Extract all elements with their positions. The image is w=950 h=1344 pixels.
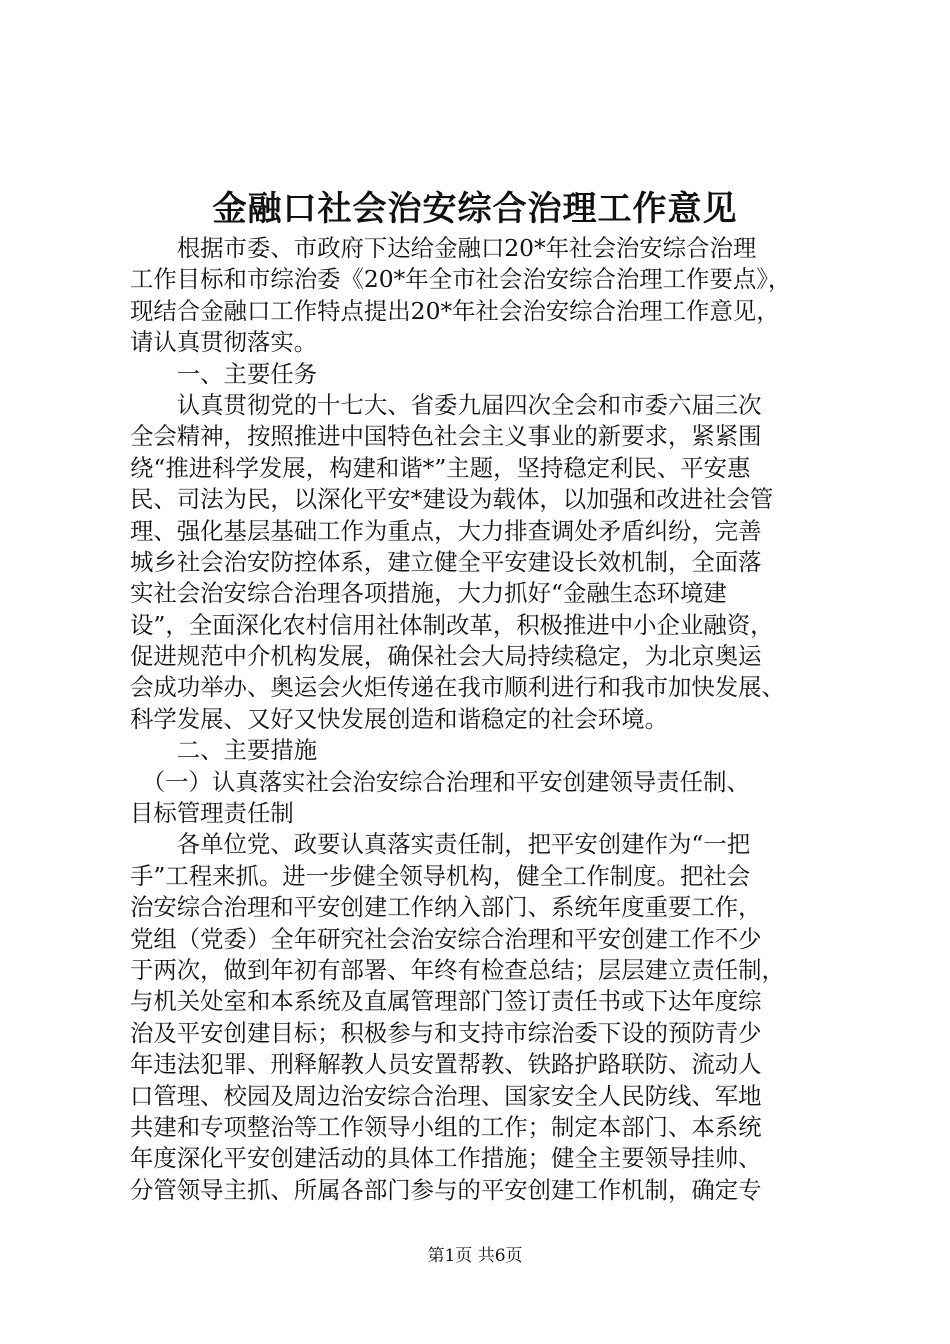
text-line: 与机关处室和本系统及直属管理部门签订责任书或下达年度综 [130,987,762,1016]
text-line: 促进规范中介机构发展，确保社会大局持续稳定，为北京奥运 [130,642,762,671]
text-line: 分管领导主抓、所属各部门参与的平安创建工作机制，确定专 [130,1175,762,1204]
document-body [130,233,850,1206]
text-line: 治及平安创建目标；积极参与和支持市综治委下设的预防青少 [130,1018,762,1047]
text-line: 城乡社会治安防控体系，建立健全平安建设长效机制，全面落 [130,547,762,576]
text-line: 请认真贯彻落实。 [130,328,318,357]
text-line: 工作目标和市综治委《20*年全市社会治安综合治理工作要点》， [130,265,792,294]
text-line: （一）认真落实社会治安综合治理和平安创建领导责任制、 [130,767,750,796]
document-title: 金融口社会治安综合治理工作意见 [212,189,738,229]
text-line: 现结合金融口工作特点提出20*年社会治安综合治理工作意见， [130,296,780,325]
text-line: 各单位党、政要认真落实责任制，把平安创建作为“一把 [130,830,751,859]
text-line: 认真贯彻党的十七大、省委九届四次全会和市委六届三次 [130,390,762,419]
text-line: 党组（党委）全年研究社会治安综合治理和平安创建工作不少 [130,924,762,953]
page-footer: 第1页 共6页 [427,1246,523,1266]
text-line: 一、主要任务 [130,359,318,388]
text-line: 会成功举办、奥运会火炬传递在我市顺利进行和我市加快发展、 [130,673,785,702]
text-line: 二、主要措施 [130,736,318,765]
text-line: 年度深化平安创建活动的具体工作措施；健全主要领导挂帅、 [130,1144,762,1173]
text-line: 于两次，做到年初有部署、年终有检查总结；层层建立责任制， [130,955,785,984]
text-line: 根据市委、市政府下达给金融口20*年社会治安综合治理 [130,234,757,262]
text-line: 治安综合治理和平安创建工作纳入部门、系统年度重要工作， [130,893,762,922]
text-line: 绕“推进科学发展，构建和谐*”主题，坚持稳定利民、平安惠 [130,453,751,482]
text-line: 理、强化基层基础工作为重点，大力排查调处矛盾纠纷，完善 [130,516,762,545]
text-line: 科学发展、又好又快发展创造和谐稳定的社会环境。 [130,704,668,733]
text-line: 全会精神，按照推进中国特色社会主义事业的新要求，紧紧围 [130,422,762,451]
text-line: 口管理、校园及周边治安综合治理、国家安全人民防线、军地 [130,1081,762,1110]
text-line: 民、司法为民，以深化平安*建设为载体，以加强和改进社会管 [130,485,774,514]
text-line: 手”工程来抓。进一步健全领导机构，健全工作制度。把社会 [130,861,751,890]
text-line: 共建和专项整治等工作领导小组的工作；制定本部门、本系统 [130,1112,762,1141]
text-line: 设”，全面深化农村信用社体制改革，积极推进中小企业融资， [130,610,774,639]
text-line: 目标管理责任制 [130,799,294,828]
text-line: 实社会治安综合治理各项措施，大力抓好“金融生态环境建 [130,579,727,608]
text-line: 年违法犯罪、刑释解教人员安置帮教、铁路护路联防、流动人 [130,1050,762,1079]
